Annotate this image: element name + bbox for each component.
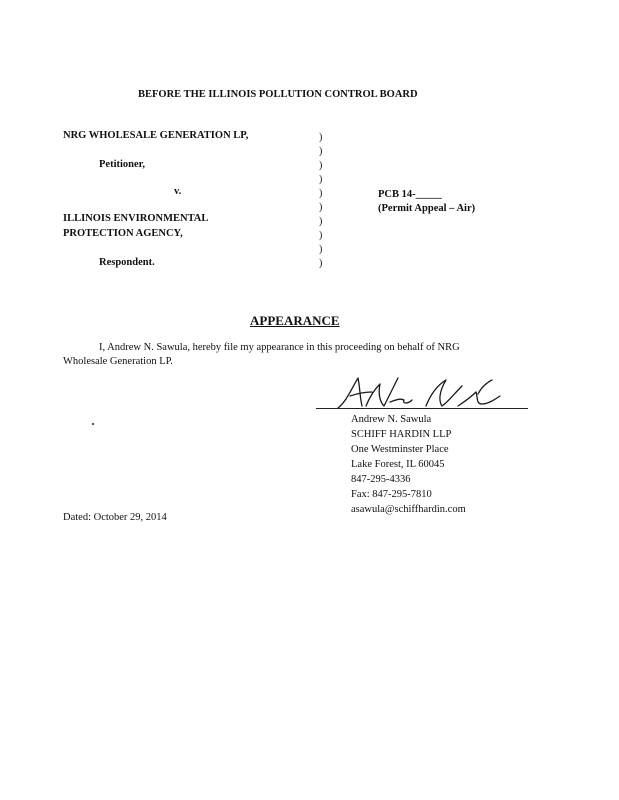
document-title: APPEARANCE [250,313,340,328]
board-heading: BEFORE THE ILLINOIS POLLUTION CONTROL BOARD [138,89,418,100]
caption-paren: ) [319,258,323,269]
respondent-name-line1: ILLINOIS ENVIRONMENTAL [63,213,209,224]
caption-paren: ) [319,230,323,241]
case-type: (Permit Appeal – Air) [378,203,476,214]
caption-paren: ) [319,188,323,199]
petitioner-label: Petitioner, [99,159,145,170]
dated-line: Dated: October 29, 2014 [63,512,167,523]
caption-paren: ) [319,216,323,227]
address-line1: One Westminster Place [351,444,449,455]
fax-number: Fax: 847-295-7810 [351,489,432,500]
address-line2: Lake Forest, IL 60045 [351,459,445,470]
caption-paren: ) [319,160,323,171]
caption-paren: ) [319,174,323,185]
body-text-line2: Wholesale Generation LP. [63,356,173,367]
phone-number: 847-295-4336 [351,474,411,485]
caption-paren: ) [319,244,323,255]
respondent-name-line2: PROTECTION AGENCY, [63,228,183,239]
signature-block [351,412,466,517]
stray-mark [92,423,94,425]
signature-line [316,408,528,409]
caption-paren: ) [319,132,323,143]
signer-name: Andrew N. Sawula [351,414,432,425]
email-address: asawula@schiffhardin.com [351,504,466,515]
petitioner-name: NRG WHOLESALE GENERATION LP, [63,130,249,141]
case-number: PCB 14-_____ [378,189,442,200]
caption-paren: ) [319,146,323,157]
body-text-line1: I, Andrew N. Sawula, hereby file my appearance in this proceeding on behalf of NRG [99,342,460,353]
versus-label: v. [174,186,182,197]
firm-name: SCHIFF HARDIN LLP [351,429,452,440]
caption-paren: ) [319,202,323,213]
respondent-label: Respondent. [99,257,155,268]
